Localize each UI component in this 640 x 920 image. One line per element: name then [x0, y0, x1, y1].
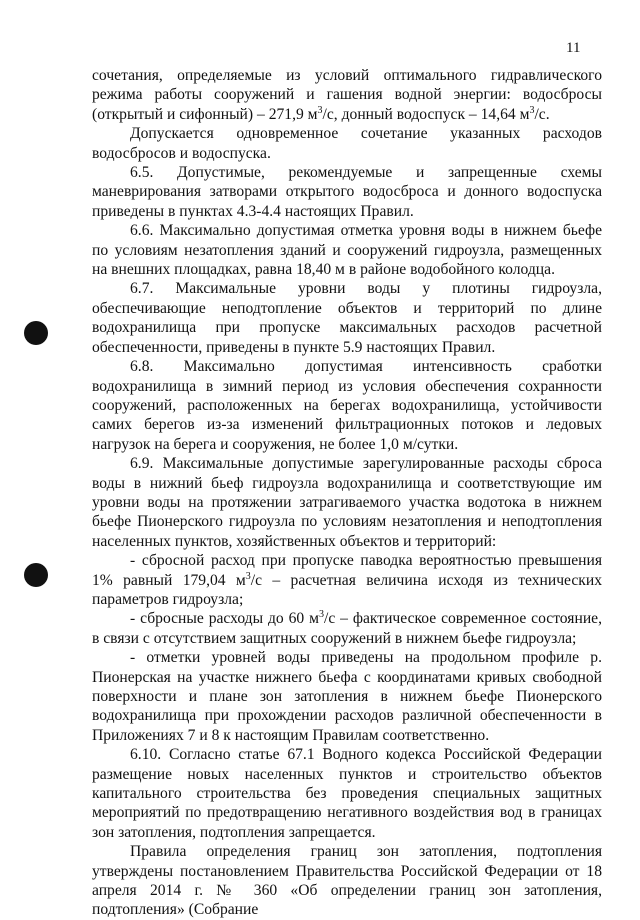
paragraph-6-6: 6.6. Максимально допустимая отметка уровня воды в нижнем бьефе по условиям незатопления зданий и сооружений гидроузла, размещенных на внешних площадках, равна 18,40 м в районе водобойного колодца.	[92, 222, 602, 279]
paragraph-6-7: 6.7. Максимальные уровни воды у плотины гидроузла, обеспечивающие неподтопление объектов и территорий по длине водохранилища при пропуске максимальных расходов расчетной обеспеченности, приведены в пункте 5.9 настоящих Правил.	[92, 280, 602, 356]
binder-hole-bottom	[24, 563, 48, 587]
list-item-flood-discharge: - сбросной расход при пропуске паводка вероятностью превышения 1% равный 179,04 $м^3/с$ – расчетная величина исходя из технических параметров гидроузла;	[92, 552, 603, 608]
paragraph-discharge-combinations: сочетания, определяемые из условий оптимального гидравлического режима работы сооружений и гашения водной энергии: водосбросы (открытый и сифонный) – 271,9 $м^3/с$, донный водоспуск – 14,64 $м^3/с$.	[92, 67, 602, 123]
page-number: 11	[566, 40, 581, 56]
binder-hole-top	[24, 321, 48, 345]
paragraph-6-10: 6.10. Согласно статье 67.1 Водного кодекса Российской Федерации размещение новых населенных пунктов и строительство объектов капитального строительства без проведения специальных защитных мероприятий по предотвращению негативного воздействия вод в границах зон затопления, подтопления запрещается.	[92, 746, 602, 841]
paragraph-zone-rules: Правила определения границ зон затопления, подтопления утверждены постановлением Правительства Российской Федерации от 18 апреля 2014 г. № 360 «Об определении границ зон затопления, подтопления» (Собрание	[92, 843, 602, 919]
paragraph-6-5: 6.5. Допустимые, рекомендуемые и запрещенные схемы маневрирования затворами открытого водосброса и донного водоспуска приведены в пунктах 4.3-4.4 настоящих Правил.	[92, 164, 602, 220]
list-item-actual-discharge: - сбросные расходы до 60 $м^3/с$ – фактическое современное состояние, в связи с отсутствием защитных сооружений в нижнем бьефе гидроузла;	[92, 609, 602, 647]
paragraph-6-9: 6.9. Максимальные допустимые зарегулированные расходы сброса воды в нижний бьеф гидроузла водохранилища и соответствующие им уровни воды на протяжении затрагиваемого участка водотока в нижнем бьефе Пионерского гидроузла по условиям незатопления и неподтопления населенных пунктов, хозяйственных объектов и территорий:	[92, 455, 602, 550]
paragraph-simultaneous-combination: Допускается одновременное сочетание указанных расходов водосбросов и водоспуска.	[92, 125, 602, 162]
list-item-water-levels: - отметки уровней воды приведены на продольном профиле р. Пионерская на участке нижнего бьефа с координатами кривых свободной поверхности и плане зон затопления в нижнем бьефе Пионерского водохранилища при прохождении расходов различной обеспеченности в Приложениях 7 и 8 к настоящим Правилам соответственно.	[92, 649, 602, 744]
document-body	[92, 66, 602, 920]
paragraph-6-8: 6.8. Максимально допустимая интенсивность сработки водохранилища в зимний период из условия обеспечения сохранности сооружений, расположенных на берегах водохранилища, устойчивости самих берегов из-за изменений фильтрационных потоков и ледовых нагрузок на берега и сооружения, не более 1,0 м/сутки.	[92, 358, 602, 453]
